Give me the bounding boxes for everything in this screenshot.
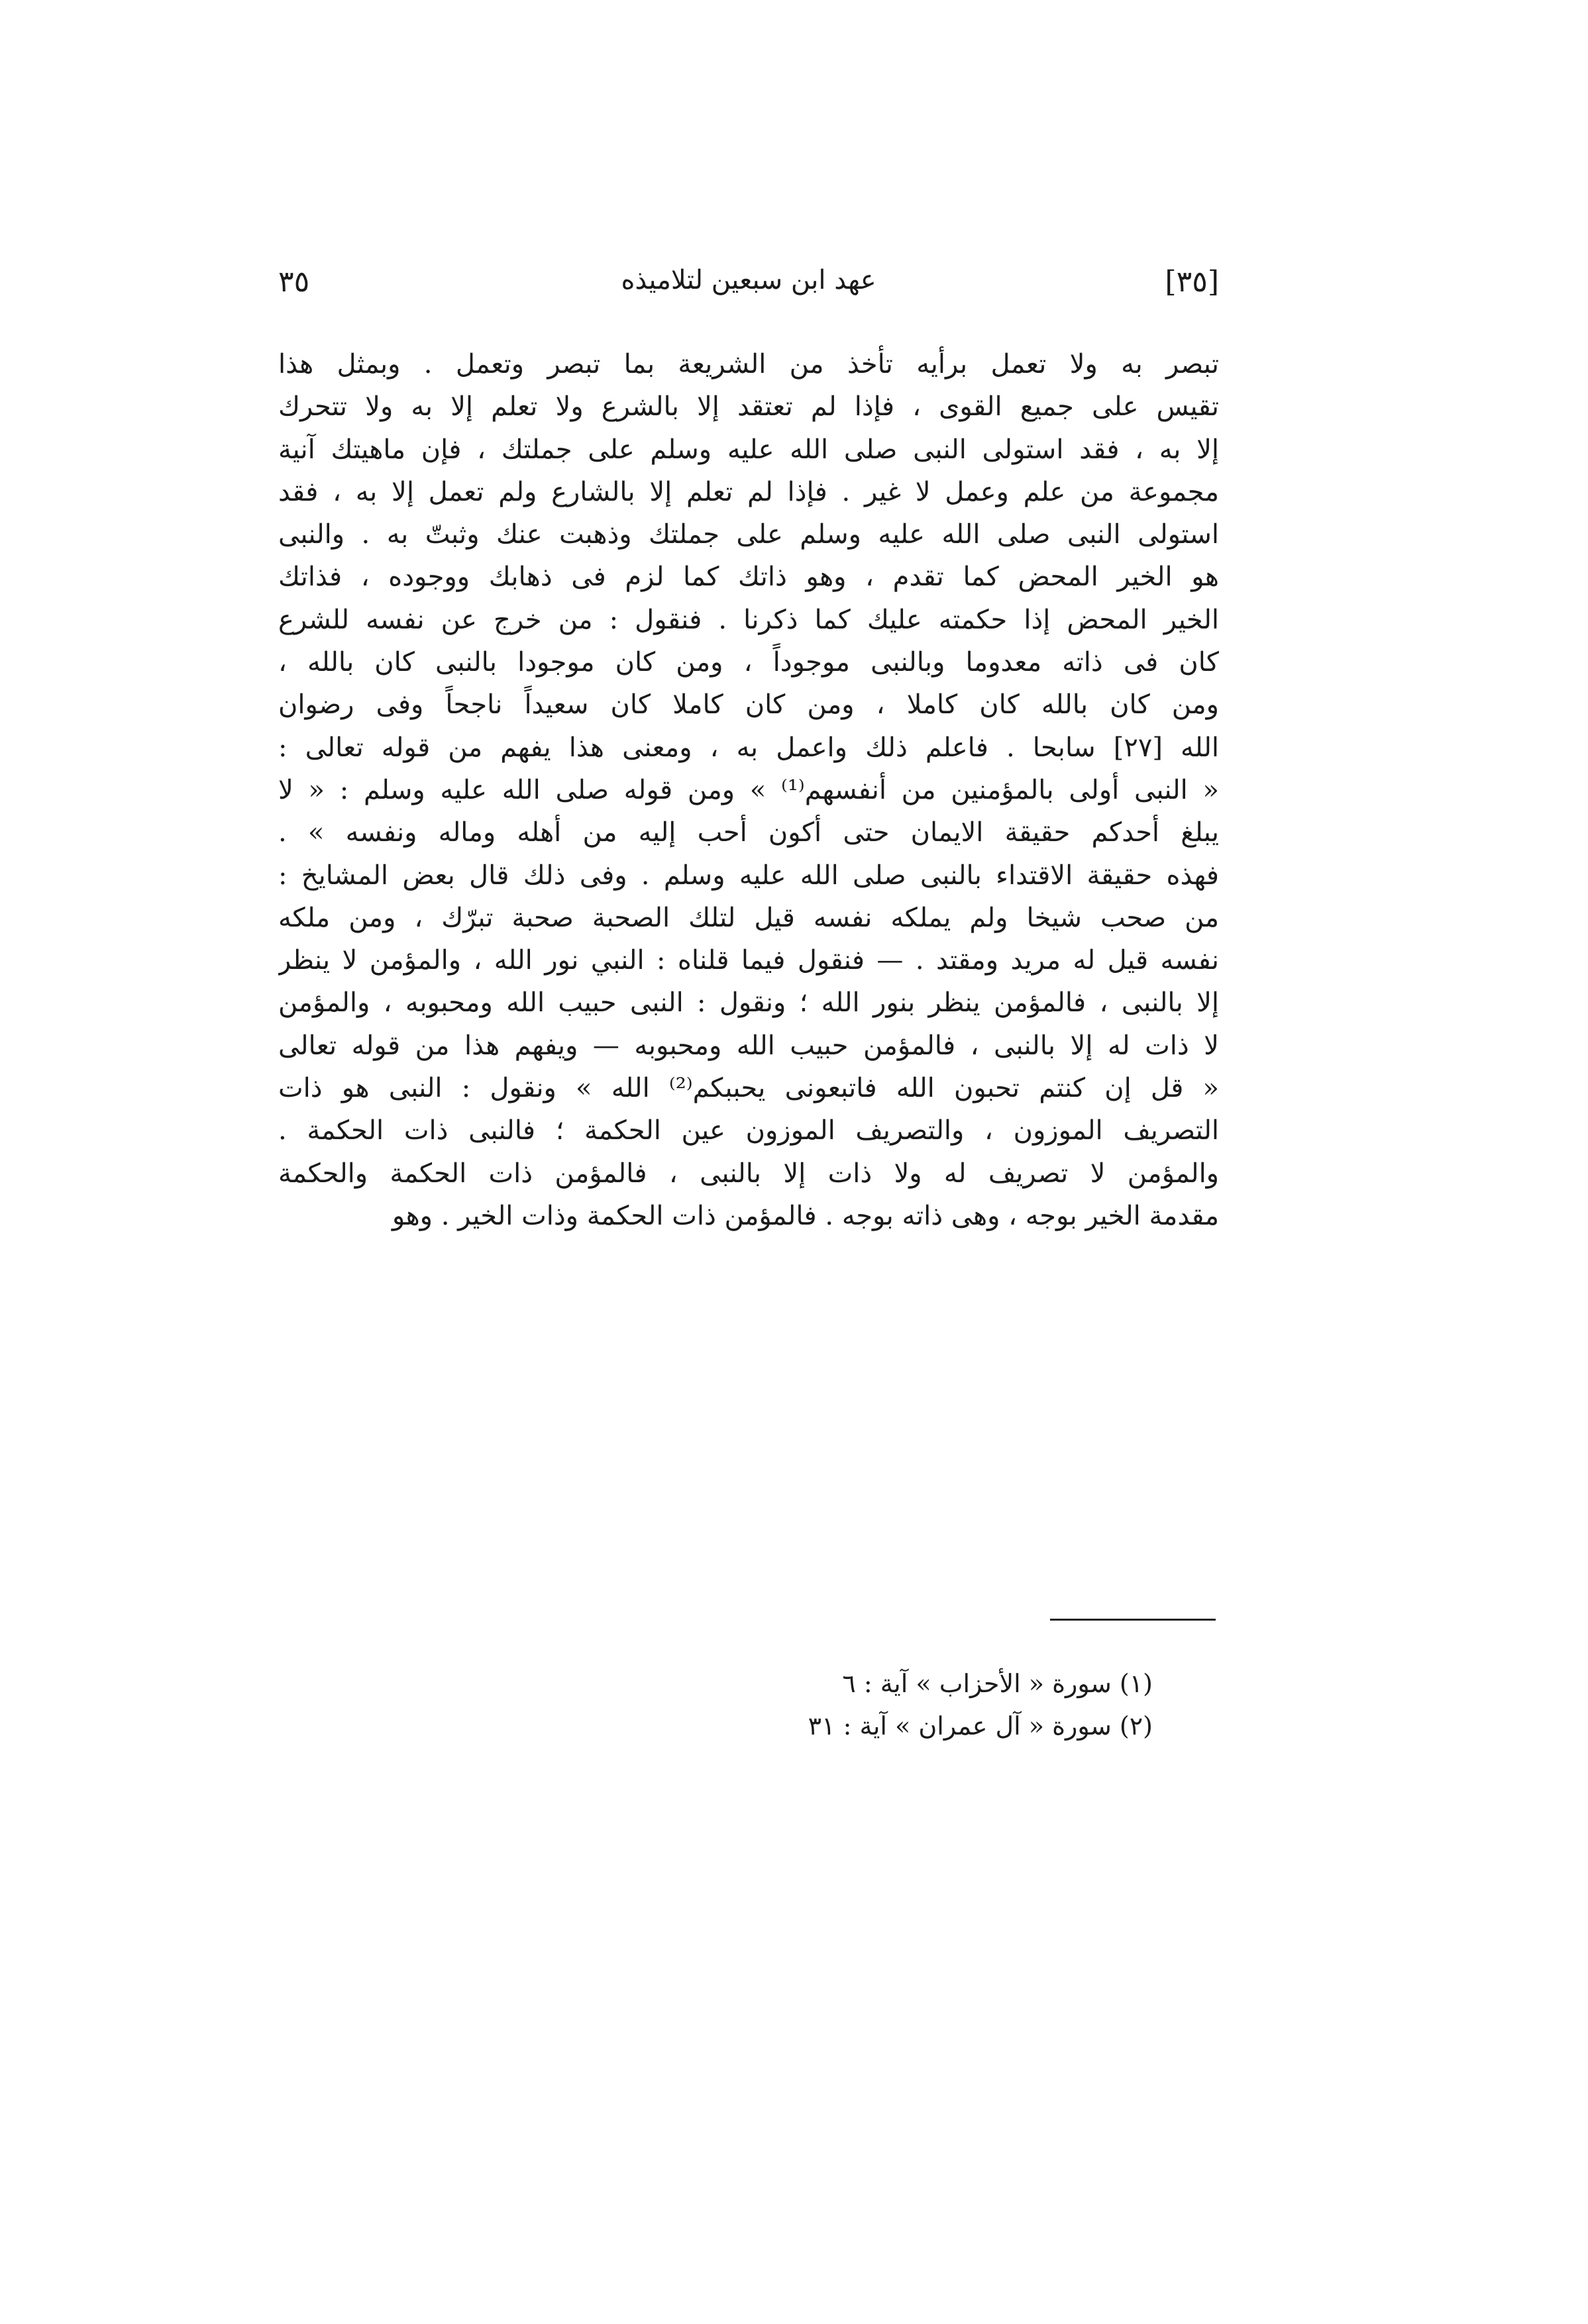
text-line: لا ذات له إلا بالنبى ، فالمؤمن حبيب الله ومحبوبه — ويفهم هذا من قوله تعالى [278, 1030, 1219, 1061]
page-number: ٣٥ [278, 265, 310, 299]
page-header [278, 265, 1219, 318]
text-line: الله [٢٧] سابحا . فاعلم ذلك واعمل به ، ومعنى هذا يفهم من قوله تعالى : [278, 732, 1219, 763]
footnote-separator [1050, 1619, 1216, 1621]
text-line: إلا بالنبى ، فالمؤمن ينظر بنور الله ؛ ونقول : النبى حبيب الله ومحبوبه ، والمؤمن [278, 987, 1219, 1019]
text-line: من صحب شيخا ولم يملكه نفسه قيل لتلك الصحبة صحبة تبرّك ، ومن ملكه [278, 902, 1219, 933]
text-line: مقدمة الخير بوجه ، وهى ذاته بوجه . فالمؤمن ذات الحكمة وذات الخير . وهو [392, 1200, 1219, 1231]
text-line: تبصر به ولا تعمل برأيه تأخذ من الشريعة بما تبصر وتعمل . وبمثل هذا [278, 349, 1219, 379]
text-line: إلا به ، فقد استولى النبى صلى الله عليه وسلم على جملتك ، فإن ماهيتك آنية [278, 434, 1219, 465]
text-line: استولى النبى صلى الله عليه وسلم على جملتك وذهبت عنك وثبتّ به . والنبى [278, 519, 1219, 550]
text-line: يبلغ أحدكم حقيقة الايمان حتى أكون أحب إليه من أهله وماله ونفسه » . [278, 817, 1219, 848]
text-line: كان فى ذاته معدوما وبالنبى موجوداً ، ومن كان موجودا بالنبى كان بالله ، [278, 647, 1219, 678]
running-title: عهد ابن سبعين لتلاميذه [621, 265, 876, 295]
text-line: « قل إن كنتم تحبون الله فاتبعونى يحببكم⁽²⁾ الله » ونقول : النبى هو ذات [278, 1073, 1219, 1104]
text-line: مجموعة من علم وعمل لا غير . فإذا لم تعلم إلا بالشارع ولم تعمل إلا به ، فقد [278, 476, 1219, 507]
footnote: (٢) سورة « آل عمران » آية : ٣١ [808, 1711, 1153, 1741]
text-line: التصريف الموزون ، والتصريف الموزون عين الحكمة ؛ فالنبى ذات الحكمة . [278, 1115, 1219, 1146]
text-line: « النبى أولى بالمؤمنين من أنفسهم⁽¹⁾ » ومن قوله صلى الله عليه وسلم : « لا [278, 774, 1219, 805]
text-line: هو الخير المحض كما تقدم ، وهو ذاتك كما لزم فى ذهابك ووجوده ، فذاتك [278, 562, 1219, 593]
page-bracket-number: [٣٥] [1165, 265, 1219, 299]
text-line: تقيس على جميع القوى ، فإذا لم تعتقد إلا بالشرع ولا تعلم إلا به ولا تتحرك [278, 391, 1219, 423]
text-line: ومن كان بالله كان كاملا ، ومن كان كاملا كان سعيداً ناجحاً وفى رضوان [278, 689, 1219, 721]
body-text [278, 343, 1219, 1237]
text-line: الخير المحض إذا حكمته عليك كما ذكرنا . فنقول : من خرج عن نفسه للشرع [278, 604, 1219, 635]
text-line: نفسه قيل له مريد ومقتد . — فنقول فيما قلناه : النبي نور الله ، والمؤمن لا ينظر [278, 945, 1219, 976]
text-line: فهذه حقيقة الاقتداء بالنبى صلى الله عليه وسلم . وفى ذلك قال بعض المشايخ : [278, 860, 1219, 891]
text-line: والمؤمن لا تصريف له ولا ذات إلا بالنبى ، فالمؤمن ذات الحكمة والحكمة [278, 1158, 1219, 1189]
footnotes [729, 1662, 1153, 1747]
footnote: (١) سورة « الأحزاب » آية : ٦ [842, 1669, 1153, 1698]
